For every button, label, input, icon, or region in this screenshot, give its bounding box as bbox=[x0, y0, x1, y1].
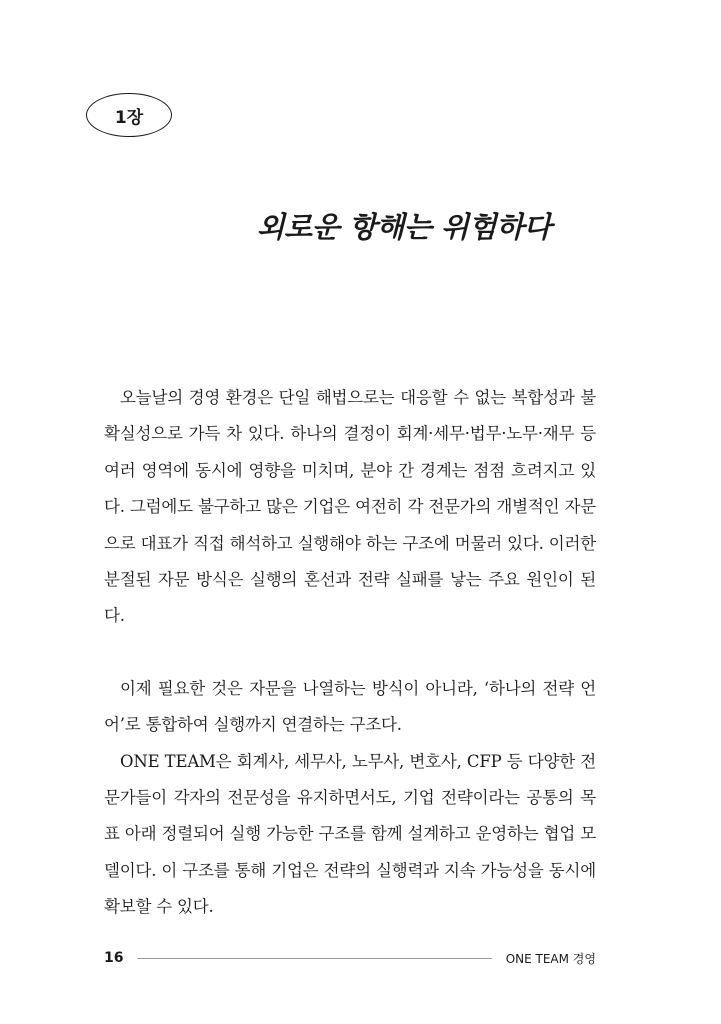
paragraph-3: ONE TEAM은 회계사, 세무사, 노무사, 변호사, CFP 등 다양한 전문가들이 각자의 전문성을 유지하면서도, 기업 전략이라는 공통의 목표 아래 정렬되어 실행 가능한 구조를 함께 설계하고 운영하는 협업 모델이다. 이 구조를 통해 기업은 전략의 실행력과 지속 가능성을 동시에 확보할 수 있다. bbox=[104, 751, 596, 917]
paragraph-2: 이제 필요한 것은 자문을 나열하는 방식이 아니라, ‘하나의 전략 언어’로 통합하여 실행까지 연결하는 구조다. bbox=[104, 678, 596, 735]
body-text bbox=[104, 380, 596, 926]
chapter-title: 외로운 항해는 위험하다 bbox=[256, 210, 551, 244]
footer-divider bbox=[137, 958, 491, 959]
paragraph-1: 오늘날의 경영 환경은 단일 해법으로는 대응할 수 없는 복합성과 불확실성으로 가득 차 있다. 하나의 결정이 회계·세무·법무·노무·재무 등 여러 영역에 동시에 영향을 미치며, 분야 간 경계는 점점 흐려지고 있다. 그럼에도 불구하고 많은 기업은 여전히 각 전문가의 개별적인 자문으로 대표가 직접 해석하고 실행해야 하는 구조에 머물러 있다. 이러한 분절된 자문 방식은 실행의 혼선과 전략 실패를 낳는 주요 원인이 된다. bbox=[104, 388, 597, 626]
chapter-label: 1장 bbox=[114, 107, 144, 128]
running-title: ONE TEAM 경영 bbox=[505, 951, 596, 966]
page-number: 16 bbox=[104, 950, 124, 966]
page-footer bbox=[104, 946, 596, 970]
chapter-badge bbox=[86, 93, 172, 137]
